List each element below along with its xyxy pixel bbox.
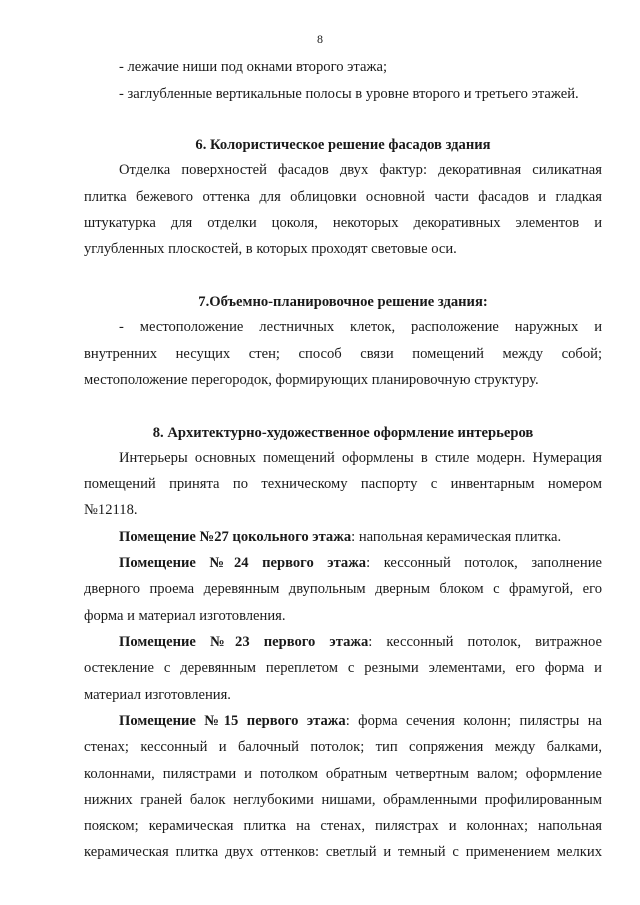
paragraph-line: штукатурка для отделки цоколя, некоторых декоративных элементов и <box>84 215 602 231</box>
paragraph-line: форма и материал изготовления. <box>84 608 286 624</box>
list-item: - заглубленные вертикальные полосы в уровне второго и третьего этажей. <box>119 86 579 102</box>
room-text: : напольная керамическая плитка. <box>351 529 562 545</box>
paragraph-line: остекление с деревянным переплетом с резными элементами, его форма и <box>84 660 602 676</box>
paragraph-line: нижних граней балок неглубокими нишами, обрамленными профилированным <box>84 792 602 808</box>
paragraph-line: местоположение перегородок, формирующих планировочную структуру. <box>84 372 539 388</box>
room-text: : кессонный потолок, заполнение <box>366 555 602 571</box>
room-text: : форма сечения колонн; пилястры на <box>345 713 602 729</box>
paragraph-line: дверного проема деревянным двупольным дверным блоком с фрамугой, его <box>84 581 602 597</box>
room-23-line <box>119 633 602 651</box>
section-7-heading: 7.Объемно-планировочное решение здания: <box>198 294 488 310</box>
paragraph-line: - местоположение лестничных клеток, расположение наружных и <box>119 319 602 335</box>
room-label: Помещение №27 цокольного этажа <box>119 529 352 545</box>
paragraph-line: внутренних несущих стен; способ связи помещений между собой; <box>84 346 602 362</box>
list-item: - лежачие ниши под окнами второго этажа; <box>119 59 388 75</box>
room-27-line <box>119 528 602 546</box>
paragraph-line: стенах; кессонный и балочный потолок; тип сопряжения между балками, <box>84 739 602 755</box>
page-number: 8 <box>317 32 323 46</box>
paragraph-line: колоннами, пилястрами и потолком обратным четвертным валом; оформление <box>84 766 602 782</box>
paragraph-line: Интерьеры основных помещений оформлены в стиле модерн. Нумерация <box>119 450 602 466</box>
paragraph-line: керамическая плитка двух оттенков: светлый и темный с применением мелких <box>84 844 602 860</box>
section-8-heading: 8. Архитектурно-художественное оформление интерьеров <box>152 425 534 441</box>
paragraph-line: плитка бежевого оттенка для облицовки основной части фасадов и гладкая <box>84 189 602 205</box>
room-24-line <box>119 554 602 572</box>
paragraph-line: материал изготовления. <box>84 687 231 703</box>
paragraph-line: помещений принята по техническому паспорту с инвентарным номером <box>84 476 602 492</box>
room-label: Помещение №15 первого этажа <box>119 713 346 729</box>
paragraph-line: пояском; керамическая плитка на стенах, пилястрах и колоннах; напольная <box>84 818 602 834</box>
room-label: Помещение №23 первого этажа <box>119 634 369 650</box>
paragraph-line: №12118. <box>84 502 138 518</box>
paragraph-line: Отделка поверхностей фасадов двух фактур: декоративная силикатная <box>119 162 602 178</box>
room-15-line <box>119 712 602 730</box>
section-6-heading: 6. Колористическое решение фасадов здания <box>195 137 491 153</box>
room-label: Помещение №24 первого этажа <box>119 555 367 571</box>
paragraph-line: углубленных плоскостей, в которых проходят световые оси. <box>84 241 457 257</box>
room-text: : кессонный потолок, витражное <box>368 634 602 650</box>
